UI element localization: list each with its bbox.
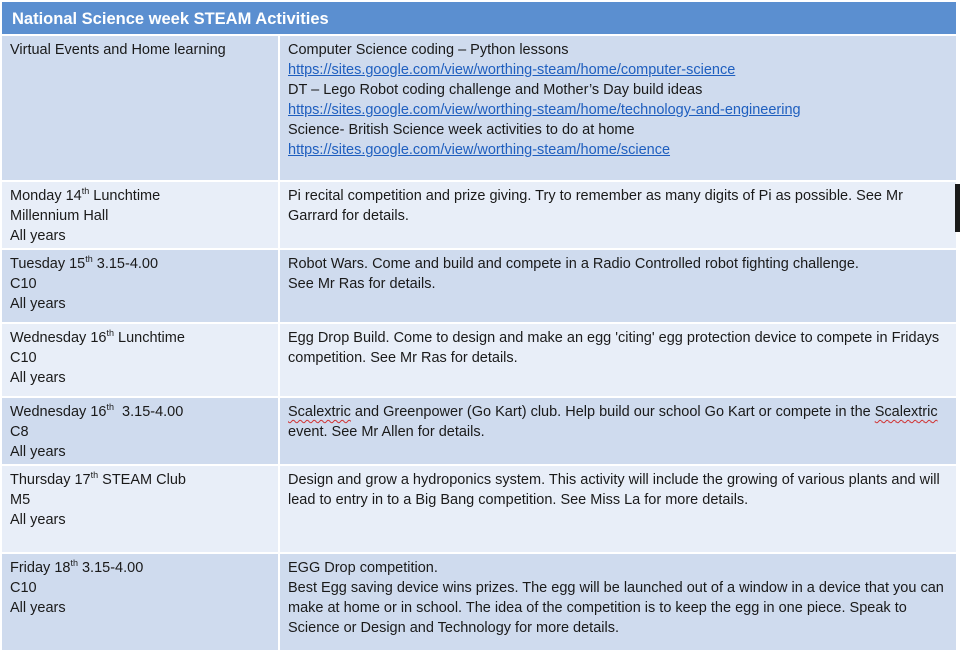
event-day: Wednesday 16th Lunchtime <box>10 328 185 346</box>
event-description <box>279 35 957 181</box>
event-place: C8 <box>10 424 29 440</box>
event-place: C10 <box>10 350 37 366</box>
table-row <box>1 181 957 249</box>
event-place: C10 <box>10 276 37 292</box>
title-row <box>1 1 957 35</box>
event-description: Egg Drop Build. Come to design and make an egg 'citing' egg protection device to compete in Fridays competition. See Mr Ras for details. <box>279 323 957 397</box>
event-place: M5 <box>10 492 31 508</box>
event-place: C10 <box>10 580 37 596</box>
event-description: Pi recital competition and prize giving. Try to remember as many digits of Pi as possible. See Mr Garrard for details. <box>279 181 957 249</box>
table-row <box>1 35 957 181</box>
event-years: All years <box>10 444 66 460</box>
resource-text: Computer Science coding – Python lessons <box>288 42 569 58</box>
table-row <box>1 397 957 465</box>
event-when <box>1 553 279 651</box>
event-years: All years <box>10 228 66 244</box>
event-description: EGG Drop competition. Best Egg saving device wins prizes. The egg will be launched out of a window in a device that you can make at home or in school. The idea of the competition is to keep the egg in one piece. Speak to Science or Design and Technology for more details. <box>279 553 957 651</box>
event-day: Monday 14th Lunchtime <box>10 186 161 204</box>
resource-text: Science- British Science week activities to do at home <box>288 122 635 138</box>
computer-science-link[interactable]: https://sites.google.com/view/worthing-steam/home/computer-science <box>288 62 736 78</box>
event-day: Wednesday 16th 3.15-4.00 <box>10 402 184 420</box>
resource-text: DT – Lego Robot coding challenge and Mother’s Day build ideas <box>288 82 703 98</box>
event-when <box>1 181 279 249</box>
spellcheck-word: Scalextric <box>288 404 351 420</box>
edge-marker <box>955 184 960 232</box>
event-years: All years <box>10 512 66 528</box>
event-place: Millennium Hall <box>10 208 109 224</box>
event-description: Robot Wars. Come and build and compete in a Radio Controlled robot fighting challenge. See Mr Ras for details. <box>279 249 957 323</box>
event-description: Design and grow a hydroponics system. This activity will include the growing of various plants and will lead to entry in to a Big Bang competition. See Miss La for more details. <box>279 465 957 553</box>
table-row <box>1 465 957 553</box>
technology-engineering-link[interactable]: https://sites.google.com/view/worthing-steam/home/technology-and-engineering <box>288 102 801 118</box>
event-when <box>1 249 279 323</box>
science-link[interactable]: https://sites.google.com/view/worthing-steam/home/science <box>288 142 671 158</box>
event-description: Scalextric and Greenpower (Go Kart) club. Help build our school Go Kart or compete in the Scalextric event. See Mr Allen for details. <box>279 397 957 465</box>
table-row <box>1 323 957 397</box>
table-row <box>1 553 957 651</box>
table-row <box>1 249 957 323</box>
event-day: Thursday 17th STEAM Club <box>10 470 186 488</box>
event-day: Tuesday 15th 3.15-4.00 <box>10 254 159 272</box>
event-day: Friday 18th 3.15-4.00 <box>10 558 144 576</box>
event-label: Virtual Events and Home learning <box>1 35 279 181</box>
table-title: National Science week STEAM Activities <box>1 1 957 35</box>
spellcheck-word: Scalextric <box>874 404 938 420</box>
event-when <box>1 465 279 553</box>
event-years: All years <box>10 370 66 386</box>
event-years: All years <box>10 296 66 312</box>
event-years: All years <box>10 600 66 616</box>
event-when <box>1 397 279 465</box>
event-when <box>1 323 279 397</box>
